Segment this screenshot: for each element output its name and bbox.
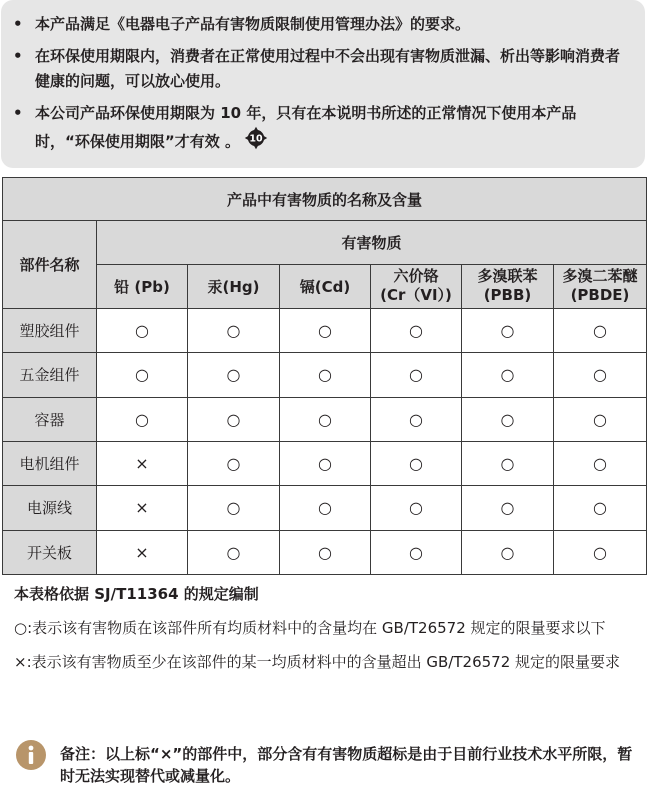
mark-cell: ○: [462, 530, 554, 574]
part-name-cell: 开关板: [3, 530, 97, 574]
bullet-marker: •: [13, 47, 23, 65]
mark-cell: ○: [371, 308, 462, 352]
column-header-line: 多溴联苯: [477, 267, 538, 286]
table-row: [3, 486, 647, 530]
mark-cell: ○: [371, 530, 462, 574]
table-row: [3, 353, 647, 397]
mark-cell: ○: [188, 397, 280, 441]
column-header-line: (PBDE): [570, 286, 630, 305]
mark-cell: ○: [554, 441, 647, 485]
column-header-line: 镉(Cd): [299, 277, 351, 296]
column-header-line: 多溴二苯醚: [562, 267, 638, 286]
column-header: [188, 264, 280, 308]
mark-cell: ○: [280, 441, 371, 485]
remark-section: [16, 740, 636, 787]
mark-cell: ×: [97, 530, 188, 574]
column-header-line: 铅 (Pb): [114, 277, 170, 296]
mark-cell: ×: [97, 441, 188, 485]
table-notes: [14, 583, 639, 685]
info-icon: [16, 740, 46, 774]
table-row: [3, 308, 647, 352]
mark-cell: ○: [554, 308, 647, 352]
mark-cell: ○: [371, 397, 462, 441]
bullet-marker: •: [13, 104, 23, 122]
circle-mark-note: ○:表示该有害物质在该部件所有均质材料中的含量均在 GB/T26572 规定的限量要求以下: [14, 619, 606, 637]
mark-cell: ○: [280, 397, 371, 441]
standard-basis-note: 本表格依据 SJ/T11364 的规定编制: [14, 585, 259, 603]
notice-text: [35, 101, 629, 158]
notice-item: [11, 44, 629, 94]
column-header: [97, 264, 188, 308]
mark-cell: ○: [188, 486, 280, 530]
part-name-header: 部件名称: [3, 221, 97, 309]
bullet-marker: •: [13, 15, 23, 33]
column-header: [371, 264, 462, 308]
mark-cell: ○: [188, 530, 280, 574]
mark-cell: ○: [554, 530, 647, 574]
mark-cell: ○: [280, 308, 371, 352]
notice-item: [11, 101, 629, 158]
mark-cell: ○: [462, 441, 554, 485]
mark-cell: ○: [371, 441, 462, 485]
epup-logo-number: 10: [249, 133, 263, 145]
mark-cell: ×: [97, 486, 188, 530]
mark-cell: ○: [280, 353, 371, 397]
notice-box: [1, 0, 645, 168]
mark-cell: ○: [554, 353, 647, 397]
column-header-line: (Cr（VI）): [380, 286, 452, 305]
cross-mark-note: ×:表示该有害物质至少在该部件的某一均质材料中的含量超出 GB/T26572 规定的限量要求: [14, 653, 621, 671]
mark-cell: ○: [97, 397, 188, 441]
part-name-cell: 电机组件: [3, 441, 97, 485]
table-row: [3, 397, 647, 441]
notice-text: 在环保使用期限内，消费者在正常使用过程中不会出现有害物质泄漏、析出等影响消费者健康的问题，可以放心使用。: [35, 47, 621, 90]
mark-cell: ○: [462, 397, 554, 441]
notice-item: [11, 12, 629, 37]
mark-cell: ○: [462, 486, 554, 530]
column-header: [462, 264, 554, 308]
part-name-cell: 容器: [3, 397, 97, 441]
mark-cell: ○: [97, 308, 188, 352]
substance-header: 有害物质: [97, 221, 647, 264]
column-header: [280, 264, 371, 308]
column-header: [554, 264, 647, 308]
epup-10-icon: [244, 126, 268, 158]
column-header-line: (PBB): [483, 286, 532, 305]
mark-cell: ○: [462, 353, 554, 397]
remark-text: 备注：以上标“×”的部件中，部分含有有害物质超标是由于目前行业技术水平所限，暂时无法实现替代或减量化。: [60, 745, 633, 785]
mark-cell: ○: [371, 353, 462, 397]
substance-column-headers: [3, 264, 647, 308]
notice-text-body: 本公司产品环保使用期限为 10 年，只有在本说明书所述的正常情况下使用本产品时，“环保使用期限”才有效 。: [35, 104, 577, 151]
mark-cell: ○: [188, 441, 280, 485]
column-header-line: 六价铬: [393, 267, 439, 286]
notice-text: 本产品满足《电器电子产品有害物质限制使用管理办法》的要求。: [35, 15, 471, 33]
table-row: [3, 441, 647, 485]
hazardous-substance-table: [2, 177, 647, 575]
mark-cell: ○: [462, 308, 554, 352]
mark-cell: ○: [97, 353, 188, 397]
part-name-cell: 塑胶组件: [3, 308, 97, 352]
mark-cell: ○: [280, 530, 371, 574]
table-row: [3, 530, 647, 574]
part-name-cell: 电源线: [3, 486, 97, 530]
mark-cell: ○: [188, 308, 280, 352]
table-title: 产品中有害物质的名称及含量: [3, 178, 647, 221]
mark-cell: ○: [371, 486, 462, 530]
mark-cell: ○: [554, 397, 647, 441]
mark-cell: ○: [188, 353, 280, 397]
mark-cell: ○: [280, 486, 371, 530]
column-header-line: 汞(Hg): [207, 277, 260, 296]
part-name-cell: 五金组件: [3, 353, 97, 397]
mark-cell: ○: [554, 486, 647, 530]
